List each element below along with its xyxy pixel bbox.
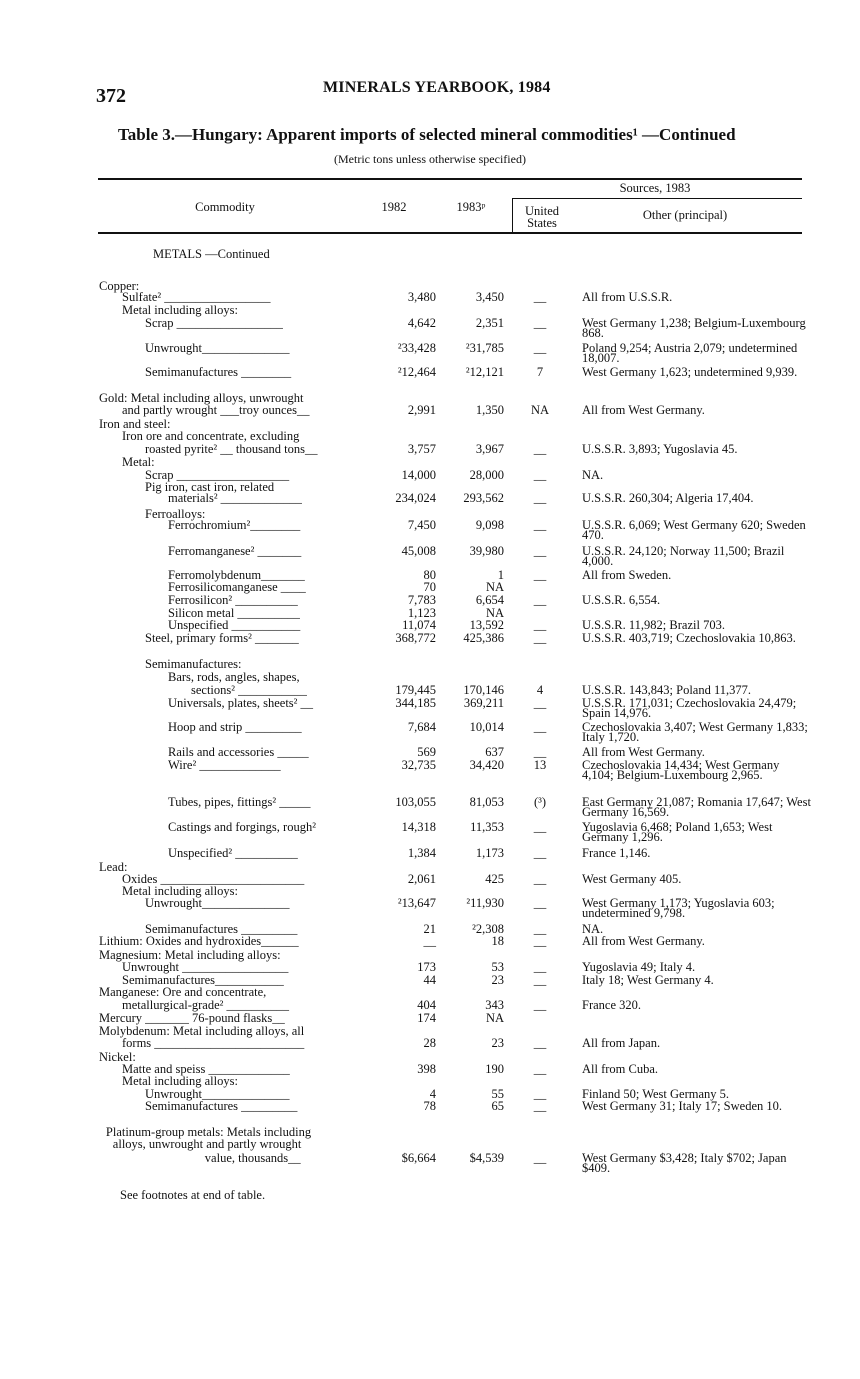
value-1983-cell: 637 bbox=[485, 745, 504, 759]
value-1983-cell: 18 bbox=[491, 934, 504, 948]
us-source-cell: __ bbox=[533, 1151, 547, 1165]
commodity-cell: Ferroalloys: bbox=[145, 507, 206, 521]
commodity-cell: Universals, plates, sheets² __ bbox=[168, 696, 314, 710]
header-1983: 1983ᵖ bbox=[456, 200, 486, 214]
commodity-cell: Molybdenum: Metal including alloys, all bbox=[99, 1024, 305, 1038]
value-1982-cell: 45,008 bbox=[401, 544, 436, 558]
section-heading: METALS —Continued bbox=[153, 247, 270, 261]
other-sources-cell: West Germany 1,623; undetermined 9,939. bbox=[582, 365, 798, 379]
table-subtitle: (Metric tons unless otherwise specified) bbox=[334, 152, 526, 166]
other-sources-cell: West Germany 31; Italy 17; Sweden 10. bbox=[582, 1099, 782, 1113]
commodity-cell: Semimanufactures ________ bbox=[145, 365, 292, 379]
value-1982-cell: 174 bbox=[417, 1011, 436, 1025]
commodity-cell: Wire² _____________ bbox=[168, 758, 281, 772]
other-sources-cell: U.S.S.R. 403,719; Czechoslovakia 10,863. bbox=[582, 631, 796, 645]
page-number: 372 bbox=[96, 85, 126, 107]
value-1983-cell: 55 bbox=[491, 1087, 504, 1101]
commodity-cell: Steel, primary forms² _______ bbox=[145, 631, 299, 645]
value-1983-cell: 13,592 bbox=[469, 618, 504, 632]
value-1982-cell: 7,450 bbox=[407, 518, 436, 532]
other-sources-cell: U.S.S.R. 171,031; Czechoslovakia 24,479; Spain 14,976. bbox=[582, 696, 797, 720]
commodity-cell: Metal including alloys: bbox=[122, 303, 238, 317]
value-1983-cell: 3,967 bbox=[475, 442, 504, 456]
value-1982-cell: 28 bbox=[423, 1036, 436, 1050]
commodity-cell: Unwrought______________ bbox=[145, 341, 290, 355]
value-1983-cell: ²2,308 bbox=[472, 922, 504, 936]
value-1983-cell: NA bbox=[485, 580, 504, 594]
value-1983-cell: 1,173 bbox=[475, 846, 504, 860]
commodity-cell: Manganese: Ore and concentrate, bbox=[99, 985, 267, 999]
value-1983-cell: 170,146 bbox=[463, 683, 504, 697]
commodity-cell: Semimanufactures _________ bbox=[145, 922, 298, 936]
value-1983-cell: 81,053 bbox=[469, 795, 504, 809]
commodity-cell: Unspecified ___________ bbox=[168, 618, 301, 632]
value-1982-cell: 173 bbox=[417, 960, 436, 974]
value-1983-cell: 9,098 bbox=[475, 518, 504, 532]
value-1982-cell: ²13,647 bbox=[397, 896, 436, 910]
value-1982-cell: 4,642 bbox=[407, 316, 436, 330]
commodity-cell: Nickel: bbox=[99, 1050, 136, 1064]
commodity-cell: Ferromolybdenum_______ bbox=[168, 568, 305, 582]
us-source-cell: __ bbox=[533, 1099, 547, 1113]
commodity-cell: Sulfate² _________________ bbox=[122, 290, 271, 304]
us-source-cell: NA bbox=[530, 403, 550, 417]
commodity-cell: Copper: bbox=[99, 279, 140, 293]
us-source-cell: __ bbox=[533, 618, 547, 632]
commodity-cell: metallurgical-grade² __________ bbox=[122, 998, 290, 1012]
commodity-cell: Semimanufactures _________ bbox=[145, 1099, 298, 1113]
header-commodity: Commodity bbox=[195, 200, 255, 214]
other-sources-cell: Poland 9,254; Austria 2,079; undetermined 18,007. bbox=[582, 341, 798, 365]
value-1982-cell: $6,664 bbox=[401, 1151, 436, 1165]
commodity-cell: Gold: Metal including alloys, unwrought bbox=[99, 391, 304, 405]
commodity-cell: materials² _____________ bbox=[168, 491, 302, 505]
other-sources-cell: U.S.S.R. 24,120; Norway 11,500; Brazil 4,000. bbox=[582, 544, 785, 568]
us-source-cell: __ bbox=[533, 544, 547, 558]
commodity-cell: Ferrochromium²________ bbox=[168, 518, 301, 532]
value-1982-cell: 368,772 bbox=[395, 631, 436, 645]
header-sources: Sources, 1983 bbox=[619, 181, 691, 195]
value-1982-cell: 32,735 bbox=[401, 758, 436, 772]
value-1983-cell: 425,386 bbox=[463, 631, 504, 645]
us-source-cell: 7 bbox=[536, 365, 544, 379]
other-sources-cell: Yugoslavia 6,468; Poland 1,653; West Germany 1,296. bbox=[582, 820, 773, 844]
value-1982-cell: 21 bbox=[423, 922, 436, 936]
value-1983-cell: 190 bbox=[485, 1062, 504, 1076]
commodity-cell: Ferromanganese² _______ bbox=[168, 544, 302, 558]
commodity-cell: sections² ___________ bbox=[191, 683, 307, 697]
other-sources-cell: U.S.S.R. 143,843; Poland 11,377. bbox=[582, 683, 752, 697]
us-source-cell: __ bbox=[533, 341, 547, 355]
value-1982-cell: 2,061 bbox=[407, 872, 436, 886]
other-sources-cell: U.S.S.R. 260,304; Algeria 17,404. bbox=[582, 491, 754, 505]
other-sources-cell: All from Cuba. bbox=[582, 1062, 659, 1076]
other-sources-cell: All from West Germany. bbox=[582, 745, 705, 759]
value-1983-cell: 1,350 bbox=[475, 403, 504, 417]
other-sources-cell: East Germany 21,087; Romania 17,647; West Germany 16,569. bbox=[582, 795, 811, 819]
other-sources-cell: France 320. bbox=[582, 998, 642, 1012]
other-sources-cell: All from Sweden. bbox=[582, 568, 672, 582]
table-title: Table 3.—Hungary: Apparent imports of selected mineral commodities¹ —Continued bbox=[118, 125, 736, 144]
commodity-cell: value, thousands__ bbox=[204, 1151, 301, 1165]
other-sources-cell: West Germany 405. bbox=[582, 872, 682, 886]
us-source-cell: __ bbox=[533, 593, 547, 607]
us-source-cell: __ bbox=[533, 1062, 547, 1076]
other-sources-cell: West Germany 1,173; Yugoslavia 603; undetermined 9,798. bbox=[582, 896, 775, 920]
commodity-cell: Unspecified² __________ bbox=[168, 846, 298, 860]
commodity-cell: Rails and accessories _____ bbox=[168, 745, 309, 759]
value-1982-cell: 234,024 bbox=[395, 491, 436, 505]
us-source-cell: __ bbox=[533, 922, 547, 936]
other-sources-cell: West Germany $3,428; Italy $702; Japan $409. bbox=[582, 1151, 787, 1175]
value-1983-cell: 3,450 bbox=[475, 290, 504, 304]
us-source-cell: __ bbox=[533, 973, 547, 987]
us-source-cell: __ bbox=[533, 442, 547, 456]
us-source-cell: __ bbox=[533, 1087, 547, 1101]
header-rule bbox=[98, 232, 802, 234]
us-source-cell: __ bbox=[533, 631, 547, 645]
value-1983-cell: 425 bbox=[485, 872, 504, 886]
us-source-cell: __ bbox=[533, 872, 547, 886]
value-1982-cell: 344,185 bbox=[395, 696, 436, 710]
value-1983-cell: 28,000 bbox=[469, 468, 504, 482]
commodity-cell: Iron and steel: bbox=[99, 417, 171, 431]
value-1983-cell: 293,562 bbox=[463, 491, 504, 505]
value-1983-cell: 343 bbox=[485, 998, 504, 1012]
us-source-cell: __ bbox=[533, 568, 547, 582]
value-1983-cell: 11,353 bbox=[470, 820, 504, 834]
footnote: See footnotes at end of table. bbox=[120, 1188, 266, 1202]
us-source-cell: __ bbox=[533, 316, 547, 330]
value-1982-cell: 569 bbox=[417, 745, 436, 759]
us-source-cell: __ bbox=[533, 518, 547, 532]
value-1983-cell: ²12,121 bbox=[465, 365, 504, 379]
commodity-cell: Lead: bbox=[99, 860, 128, 874]
us-divider bbox=[512, 199, 513, 232]
commodity-cell: Oxides _______________________ bbox=[122, 872, 305, 886]
other-sources-cell: France 1,146. bbox=[582, 846, 651, 860]
other-sources-cell: U.S.S.R. 3,893; Yugoslavia 45. bbox=[582, 442, 738, 456]
other-sources-cell: U.S.S.R. 6,554. bbox=[582, 593, 661, 607]
other-sources-cell: All from U.S.S.R. bbox=[582, 290, 673, 304]
value-1983-cell: 6,654 bbox=[475, 593, 504, 607]
us-source-cell: __ bbox=[533, 998, 547, 1012]
header-us-line2: States bbox=[527, 216, 557, 230]
commodity-cell: Platinum-group metals: Metals including bbox=[105, 1125, 312, 1139]
commodity-cell: forms ________________________ bbox=[122, 1036, 305, 1050]
us-source-cell: __ bbox=[533, 960, 547, 974]
commodity-cell: Mercury _______ 76-pound flasks__ bbox=[99, 1011, 285, 1025]
value-1982-cell: 7,783 bbox=[407, 593, 436, 607]
commodity-cell: Bars, rods, angles, shapes, bbox=[168, 670, 300, 684]
value-1982-cell: ²12,464 bbox=[397, 365, 436, 379]
us-source-cell: 4 bbox=[536, 683, 544, 697]
us-source-cell: __ bbox=[533, 1036, 547, 1050]
commodity-cell: Ferrosilicon² __________ bbox=[168, 593, 298, 607]
value-1983-cell: 1 bbox=[497, 568, 504, 582]
commodity-cell: Metal including alloys: bbox=[122, 884, 238, 898]
header-1982: 1982 bbox=[381, 200, 407, 214]
value-1982-cell: 1,384 bbox=[407, 846, 436, 860]
commodity-cell: Scrap _________________ bbox=[145, 316, 283, 330]
value-1983-cell: 23 bbox=[491, 1036, 504, 1050]
value-1983-cell: 2,351 bbox=[475, 316, 504, 330]
other-sources-cell: U.S.S.R. 6,069; West Germany 620; Sweden 470. bbox=[582, 518, 806, 542]
value-1982-cell: 3,757 bbox=[407, 442, 436, 456]
value-1982-cell: 179,445 bbox=[395, 683, 436, 697]
commodity-cell: Unwrought______________ bbox=[145, 896, 290, 910]
value-1983-cell: 369,211 bbox=[463, 696, 504, 710]
other-sources-cell: Czechoslovakia 14,434; West Germany 4,104; Belgium-Luxembourg 2,965. bbox=[582, 758, 780, 782]
value-1983-cell: 23 bbox=[491, 973, 504, 987]
commodity-cell: Castings and forgings, rough² bbox=[168, 820, 316, 834]
value-1982-cell: ²33,428 bbox=[397, 341, 436, 355]
value-1983-cell: ²11,930 bbox=[466, 896, 504, 910]
value-1982-cell: 78 bbox=[423, 1099, 436, 1113]
us-source-cell: __ bbox=[533, 491, 547, 505]
us-source-cell: __ bbox=[533, 934, 547, 948]
commodity-cell: Ferrosilicomanganese ____ bbox=[168, 580, 306, 594]
value-1982-cell: 70 bbox=[423, 580, 436, 594]
us-source-cell: __ bbox=[533, 745, 547, 759]
value-1982-cell: 14,000 bbox=[401, 468, 436, 482]
commodity-cell: Matte and speiss _____________ bbox=[122, 1062, 290, 1076]
value-1983-cell: 34,420 bbox=[469, 758, 504, 772]
value-1982-cell: 11,074 bbox=[402, 618, 436, 632]
commodity-cell: Silicon metal __________ bbox=[168, 606, 300, 620]
value-1982-cell: __ bbox=[423, 934, 436, 948]
commodity-cell: Semimanufactures___________ bbox=[122, 973, 284, 987]
other-sources-cell: Italy 18; West Germany 4. bbox=[582, 973, 714, 987]
value-1983-cell: ²31,785 bbox=[465, 341, 504, 355]
value-1983-cell: 65 bbox=[491, 1099, 504, 1113]
header-other: Other (principal) bbox=[642, 208, 728, 222]
value-1982-cell: 4 bbox=[429, 1087, 436, 1101]
commodity-cell: alloys, unwrought and partly wrought bbox=[112, 1137, 302, 1151]
commodity-cell: Metal: bbox=[122, 455, 155, 469]
value-1983-cell: 10,014 bbox=[469, 720, 504, 734]
us-source-cell: __ bbox=[533, 720, 547, 734]
commodity-cell: Scrap __________________ bbox=[145, 468, 290, 482]
value-1983-cell: NA bbox=[485, 606, 504, 620]
commodity-cell: Magnesium: Metal including alloys: bbox=[99, 948, 281, 962]
us-source-cell: (³) bbox=[533, 795, 547, 809]
header-us-line1: United bbox=[524, 204, 560, 218]
sources-rule bbox=[512, 198, 802, 199]
other-sources-cell: U.S.S.R. 11,982; Brazil 703. bbox=[582, 618, 725, 632]
value-1982-cell: 44 bbox=[423, 973, 436, 987]
other-sources-cell: NA. bbox=[582, 468, 604, 482]
commodity-cell: Tubes, pipes, fittings² _____ bbox=[168, 795, 311, 809]
value-1983-cell: NA bbox=[485, 1011, 504, 1025]
commodity-cell: and partly wrought ___troy ounces__ bbox=[122, 403, 310, 417]
commodity-cell: Lithium: Oxides and hydroxides______ bbox=[99, 934, 299, 948]
value-1982-cell: 3,480 bbox=[407, 290, 436, 304]
other-sources-cell: All from Japan. bbox=[582, 1036, 661, 1050]
commodity-cell: Iron ore and concentrate, excluding bbox=[122, 429, 300, 443]
value-1982-cell: 7,684 bbox=[407, 720, 436, 734]
value-1982-cell: 103,055 bbox=[395, 795, 436, 809]
commodity-cell: Pig iron, cast iron, related bbox=[145, 480, 275, 494]
commodity-cell: Semimanufactures: bbox=[145, 657, 242, 671]
us-source-cell: __ bbox=[533, 468, 547, 482]
other-sources-cell: West Germany 1,238; Belgium-Luxembourg 868. bbox=[582, 316, 806, 340]
running-head: MINERALS YEARBOOK, 1984 bbox=[323, 79, 551, 96]
value-1983-cell: 39,980 bbox=[469, 544, 504, 558]
value-1983-cell: $4,539 bbox=[469, 1151, 504, 1165]
us-source-cell: __ bbox=[533, 896, 547, 910]
commodity-cell: Metal including alloys: bbox=[122, 1074, 238, 1088]
top-rule bbox=[98, 178, 802, 180]
value-1982-cell: 14,318 bbox=[401, 820, 436, 834]
us-source-cell: 13 bbox=[533, 758, 547, 772]
value-1982-cell: 404 bbox=[417, 998, 436, 1012]
us-source-cell: __ bbox=[533, 820, 547, 834]
value-1982-cell: 2,991 bbox=[407, 403, 436, 417]
us-source-cell: __ bbox=[533, 846, 547, 860]
other-sources-cell: Yugoslavia 49; Italy 4. bbox=[582, 960, 696, 974]
commodity-cell: roasted pyrite² __ thousand tons__ bbox=[145, 442, 318, 456]
value-1983-cell: 53 bbox=[491, 960, 504, 974]
commodity-cell: Hoop and strip _________ bbox=[168, 720, 302, 734]
other-sources-cell: All from West Germany. bbox=[582, 403, 705, 417]
value-1982-cell: 398 bbox=[417, 1062, 436, 1076]
commodity-cell: Unwrought______________ bbox=[145, 1087, 290, 1101]
commodity-cell: Unwrought _________________ bbox=[122, 960, 289, 974]
other-sources-cell: NA. bbox=[582, 922, 604, 936]
value-1982-cell: 1,123 bbox=[407, 606, 436, 620]
value-1982-cell: 80 bbox=[423, 568, 436, 582]
other-sources-cell: Czechoslovakia 3,407; West Germany 1,833; Italy 1,720. bbox=[582, 720, 808, 744]
other-sources-cell: All from West Germany. bbox=[582, 934, 705, 948]
us-source-cell: __ bbox=[533, 290, 547, 304]
us-source-cell: __ bbox=[533, 696, 547, 710]
other-sources-cell: Finland 50; West Germany 5. bbox=[582, 1087, 730, 1101]
